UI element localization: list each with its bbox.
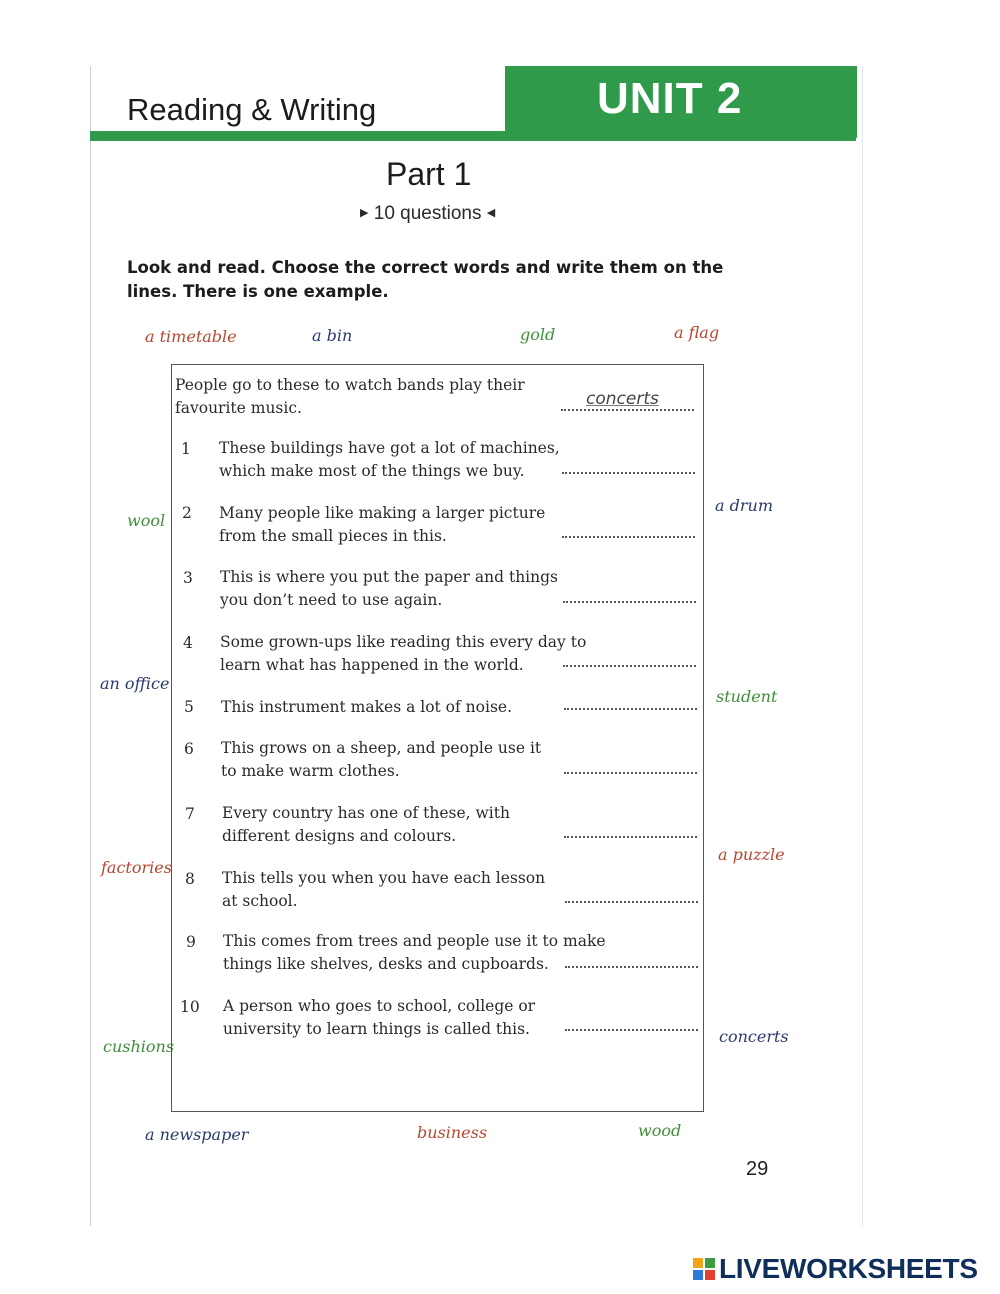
question-text: This grows on a sheep, and people use it to make warm clothes. — [221, 739, 542, 780]
answer-line-8[interactable] — [565, 901, 698, 903]
question-number: 6 — [184, 740, 194, 758]
word-wool: wool — [127, 511, 166, 530]
page-number: 29 — [746, 1158, 769, 1180]
questions-count-label: 10 questions — [373, 203, 482, 224]
word-a-puzzle: a puzzle — [718, 845, 785, 864]
example-text: People go to these to watch bands play their favourite music. — [175, 376, 525, 417]
questions-count — [360, 203, 495, 225]
liveworksheets-branding — [693, 1252, 978, 1286]
question-number: 8 — [185, 870, 195, 888]
word-gold: gold — [520, 325, 556, 344]
question-number: 4 — [183, 634, 193, 652]
answer-line-10[interactable] — [565, 1029, 698, 1031]
example-answer: concerts — [586, 389, 659, 409]
word-a-timetable: a timetable — [145, 327, 237, 346]
instructions — [127, 256, 727, 304]
instructions-line: Look and read. Choose the correct words and write them on the — [127, 258, 724, 277]
question-text: This is where you put the paper and things you don’t need to use again. — [220, 568, 558, 609]
triangle-left-icon: ◀ — [486, 207, 496, 219]
question-number: 10 — [180, 998, 200, 1016]
question-number: 3 — [183, 569, 193, 587]
answer-line-2[interactable] — [562, 536, 695, 538]
question-text: This instrument makes a lot of noise. — [221, 698, 513, 716]
answer-line-1[interactable] — [562, 472, 695, 474]
answer-line-5[interactable] — [564, 708, 697, 710]
answer-line-4[interactable] — [563, 665, 696, 667]
question-number: 7 — [185, 805, 195, 823]
word-factories: factories — [101, 858, 172, 877]
page-left-edge — [90, 66, 91, 1226]
word-business: business — [417, 1123, 488, 1142]
word-an-office: an office — [100, 674, 170, 693]
question-number: 5 — [184, 698, 194, 716]
question-text: This tells you when you have each lesson at school. — [222, 869, 546, 910]
question-text: This comes from trees and people use it to make things like shelves, desks and cupboards. — [223, 932, 606, 973]
answer-line-7[interactable] — [564, 836, 697, 838]
question-text: Some grown-ups like reading this every day to learn what has happened in the world. — [220, 633, 587, 674]
word-cushions: cushions — [103, 1037, 175, 1056]
question-text: Many people like making a larger picture from the small pieces in this. — [219, 504, 546, 545]
section-title: Reading & Writing — [127, 92, 390, 128]
question-text: Every country has one of these, with different designs and colours. — [222, 804, 510, 845]
word-a-drum: a drum — [715, 496, 773, 515]
part-title: Part 1 — [386, 156, 472, 192]
example-answer-line — [561, 409, 694, 411]
brand-name: LIVEWORKSHEETS — [719, 1253, 978, 1284]
answer-line-3[interactable] — [563, 601, 696, 603]
answer-line-6[interactable] — [564, 772, 697, 774]
unit-label: UNIT 2 — [597, 74, 743, 123]
instructions-line: lines. There is one example. — [127, 282, 389, 301]
question-number: 2 — [182, 504, 192, 522]
word-a-flag: a flag — [674, 323, 720, 342]
answer-line-9[interactable] — [565, 966, 698, 968]
word-wood: wood — [638, 1121, 682, 1140]
question-number: 1 — [181, 440, 191, 458]
question-text: These buildings have got a lot of machines, which make most of the things we buy. — [219, 439, 560, 480]
word-a-bin: a bin — [312, 326, 353, 345]
word-concerts: concerts — [719, 1027, 789, 1046]
word-student: student — [716, 687, 778, 706]
page-right-edge — [862, 66, 863, 1226]
triangle-right-icon: ▶ — [360, 207, 369, 219]
liveworksheets-logo-icon — [693, 1258, 715, 1280]
question-text: A person who goes to school, college or university to learn things is called this. — [223, 997, 536, 1038]
question-number: 9 — [186, 933, 196, 951]
word-a-newspaper: a newspaper — [145, 1125, 249, 1144]
